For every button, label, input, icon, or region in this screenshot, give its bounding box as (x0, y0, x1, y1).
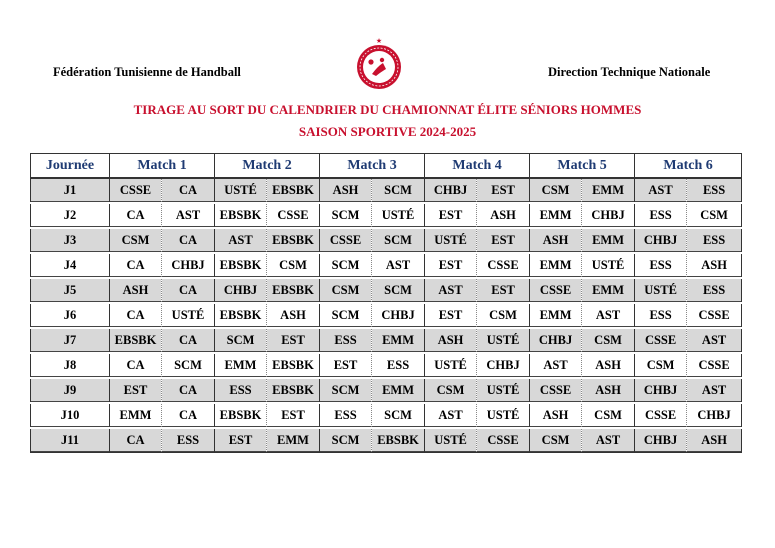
match-1-away-team: CA (162, 378, 215, 403)
match-5-away-team: CHBJ (582, 203, 635, 228)
match-4-home-team: EST (425, 303, 477, 328)
match-3-home-team: CSM (320, 278, 372, 303)
match-1-home-team: CA (110, 428, 162, 453)
match-3-away-team: EMM (372, 378, 425, 403)
match-4-away-team: EST (477, 278, 530, 303)
match-6-away-team: ESS (687, 278, 742, 303)
match-3-away-team: EBSBK (372, 428, 425, 453)
match-5-away-team: CSM (582, 403, 635, 428)
match-1-home-team: CA (110, 203, 162, 228)
match-4-home-team: CSM (425, 378, 477, 403)
season-subtitle: SAISON SPORTIVE 2024-2025 (298, 124, 477, 139)
header-row (31, 154, 742, 179)
match-2-home-team: AST (215, 228, 267, 253)
match-2-away-team: EBSBK (267, 278, 320, 303)
match-5-away-team: ASH (582, 378, 635, 403)
match-2-home-team: EMM (215, 353, 267, 378)
federation-name: Fédération Tunisienne de Handball (53, 65, 241, 79)
match-1-away-team: CHBJ (162, 253, 215, 278)
match-1-away-team: CA (162, 278, 215, 303)
match-6-home-team: ESS (635, 303, 687, 328)
match-3-home-team: EST (320, 353, 372, 378)
column-header-match-6: Match 6 (635, 154, 742, 179)
match-1-away-team: AST (162, 203, 215, 228)
journee-cell: J9 (31, 378, 110, 403)
column-header-match-5: Match 5 (530, 154, 635, 179)
match-3-home-team: SCM (320, 378, 372, 403)
match-2-home-team: EBSBK (215, 303, 267, 328)
match-4-away-team: CHBJ (477, 353, 530, 378)
match-5-home-team: ASH (530, 228, 582, 253)
match-3-home-team: ESS (320, 403, 372, 428)
match-1-home-team: CA (110, 353, 162, 378)
match-2-home-team: EBSBK (215, 403, 267, 428)
match-2-away-team: CSM (267, 253, 320, 278)
match-5-home-team: AST (530, 353, 582, 378)
match-4-home-team: CHBJ (425, 178, 477, 203)
match-4-away-team: EST (477, 178, 530, 203)
match-2-home-team: ESS (215, 378, 267, 403)
match-3-home-team: SCM (320, 203, 372, 228)
match-4-home-team: USTÉ (425, 428, 477, 453)
match-3-home-team: SCM (320, 253, 372, 278)
match-4-home-team: AST (425, 403, 477, 428)
match-5-away-team: CSM (582, 328, 635, 353)
journee-cell: J10 (31, 403, 110, 428)
match-3-away-team: AST (372, 253, 425, 278)
match-4-away-team: CSM (477, 303, 530, 328)
match-6-away-team: ESS (687, 178, 742, 203)
match-4-away-team: USTÉ (477, 378, 530, 403)
match-4-away-team: CSSE (477, 253, 530, 278)
match-2-away-team: CSSE (267, 203, 320, 228)
match-5-home-team: EMM (530, 253, 582, 278)
match-4-home-team: USTÉ (425, 228, 477, 253)
match-6-home-team: CHBJ (635, 428, 687, 453)
match-4-away-team: CSSE (477, 428, 530, 453)
match-1-home-team: CA (110, 253, 162, 278)
match-6-away-team: CSSE (687, 353, 742, 378)
match-4-home-team: USTÉ (425, 353, 477, 378)
match-1-home-team: EBSBK (110, 328, 162, 353)
match-6-away-team: CHBJ (687, 403, 742, 428)
match-6-home-team: AST (635, 178, 687, 203)
match-1-home-team: CSSE (110, 178, 162, 203)
match-5-away-team: EMM (582, 178, 635, 203)
match-4-away-team: USTÉ (477, 403, 530, 428)
match-1-home-team: EMM (110, 403, 162, 428)
match-5-home-team: EMM (530, 203, 582, 228)
match-1-away-team: CA (162, 178, 215, 203)
journee-cell: J6 (31, 303, 110, 328)
match-2-home-team: CHBJ (215, 278, 267, 303)
table-row (31, 203, 742, 228)
match-5-away-team: EMM (582, 228, 635, 253)
journee-cell: J3 (31, 228, 110, 253)
match-1-home-team: ASH (110, 278, 162, 303)
match-6-away-team: ASH (687, 253, 742, 278)
match-6-away-team: CSSE (687, 303, 742, 328)
match-1-away-team: CA (162, 228, 215, 253)
journee-cell: J1 (31, 178, 110, 203)
match-4-home-team: EST (425, 253, 477, 278)
match-6-home-team: CSSE (635, 403, 687, 428)
match-5-home-team: CSSE (530, 278, 582, 303)
journee-cell: J11 (31, 428, 110, 453)
match-4-away-team: USTÉ (477, 328, 530, 353)
match-3-home-team: SCM (320, 428, 372, 453)
table-row (31, 303, 742, 328)
match-5-away-team: AST (582, 428, 635, 453)
calendar-table (30, 153, 742, 453)
match-6-away-team: AST (687, 328, 742, 353)
journee-cell: J7 (31, 328, 110, 353)
match-5-home-team: CHBJ (530, 328, 582, 353)
table-row (31, 403, 742, 428)
match-1-home-team: CSM (110, 228, 162, 253)
match-1-away-team: CA (162, 328, 215, 353)
match-5-home-team: EMM (530, 303, 582, 328)
match-3-away-team: SCM (372, 228, 425, 253)
match-1-away-team: USTÉ (162, 303, 215, 328)
journee-cell: J2 (31, 203, 110, 228)
match-5-away-team: EMM (582, 278, 635, 303)
handball-federation-emblem-icon (354, 36, 404, 92)
match-2-away-team: EBSBK (267, 178, 320, 203)
match-6-away-team: ESS (687, 228, 742, 253)
match-1-home-team: CA (110, 303, 162, 328)
journee-cell: J8 (31, 353, 110, 378)
match-4-home-team: ASH (425, 328, 477, 353)
table-row (31, 353, 742, 378)
match-3-home-team: ASH (320, 178, 372, 203)
match-3-away-team: CHBJ (372, 303, 425, 328)
svg-text:★: ★ (375, 37, 383, 45)
match-3-away-team: ESS (372, 353, 425, 378)
table-row (31, 253, 742, 278)
match-5-home-team: CSSE (530, 378, 582, 403)
match-1-away-team: ESS (162, 428, 215, 453)
match-2-home-team: EBSBK (215, 253, 267, 278)
match-6-home-team: CHBJ (635, 378, 687, 403)
match-3-away-team: SCM (372, 278, 425, 303)
match-6-home-team: CSM (635, 353, 687, 378)
column-header-match-2: Match 2 (215, 154, 320, 179)
match-2-home-team: EST (215, 428, 267, 453)
journee-cell: J4 (31, 253, 110, 278)
table-row (31, 228, 742, 253)
match-5-away-team: AST (582, 303, 635, 328)
table-row (31, 278, 742, 303)
match-5-home-team: ASH (530, 403, 582, 428)
match-3-away-team: USTÉ (372, 203, 425, 228)
journee-cell: J5 (31, 278, 110, 303)
match-1-home-team: EST (110, 378, 162, 403)
match-3-away-team: EMM (372, 328, 425, 353)
match-3-home-team: CSSE (320, 228, 372, 253)
match-6-away-team: CSM (687, 203, 742, 228)
match-6-home-team: ESS (635, 203, 687, 228)
match-2-away-team: EBSBK (267, 353, 320, 378)
column-header-match-1: Match 1 (110, 154, 215, 179)
match-1-away-team: SCM (162, 353, 215, 378)
match-2-away-team: EMM (267, 428, 320, 453)
table-row (31, 328, 742, 353)
match-2-home-team: SCM (215, 328, 267, 353)
match-2-away-team: EBSBK (267, 228, 320, 253)
match-6-home-team: USTÉ (635, 278, 687, 303)
match-4-away-team: EST (477, 228, 530, 253)
match-2-home-team: EBSBK (215, 203, 267, 228)
match-3-away-team: SCM (372, 178, 425, 203)
match-4-home-team: EST (425, 203, 477, 228)
table-row (31, 428, 742, 453)
match-6-home-team: CHBJ (635, 228, 687, 253)
match-2-home-team: USTÉ (215, 178, 267, 203)
match-3-away-team: SCM (372, 403, 425, 428)
match-6-home-team: CSSE (635, 328, 687, 353)
match-6-away-team: ASH (687, 428, 742, 453)
match-4-home-team: AST (425, 278, 477, 303)
match-5-away-team: ASH (582, 353, 635, 378)
match-3-home-team: SCM (320, 303, 372, 328)
column-header-match-3: Match 3 (320, 154, 425, 179)
column-header-journee: Journée (31, 154, 110, 179)
table-row (31, 178, 742, 203)
match-5-home-team: CSM (530, 428, 582, 453)
match-3-home-team: ESS (320, 328, 372, 353)
match-2-away-team: ASH (267, 303, 320, 328)
match-5-home-team: CSM (530, 178, 582, 203)
match-5-away-team: USTÉ (582, 253, 635, 278)
match-6-away-team: AST (687, 378, 742, 403)
document-title: TIRAGE AU SORT DU CALENDRIER DU CHAMIONNAT ÉLITE SÉNIORS HOMMES (133, 102, 642, 117)
match-2-away-team: EST (267, 403, 320, 428)
column-header-match-4: Match 4 (425, 154, 530, 179)
match-6-home-team: ESS (635, 253, 687, 278)
match-4-away-team: ASH (477, 203, 530, 228)
match-2-away-team: EBSBK (267, 378, 320, 403)
technical-direction: Direction Technique Nationale (548, 65, 711, 79)
match-2-away-team: EST (267, 328, 320, 353)
match-1-away-team: CA (162, 403, 215, 428)
table-row (31, 378, 742, 403)
